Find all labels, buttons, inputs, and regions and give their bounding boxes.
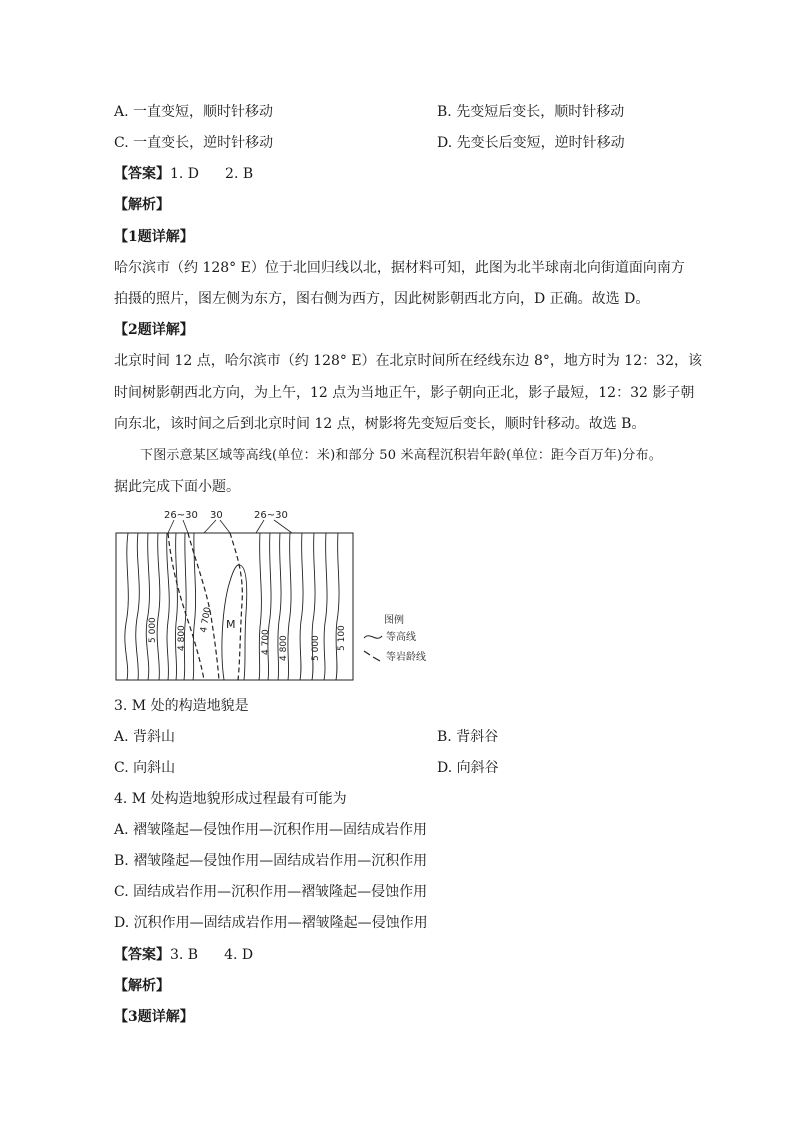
intro-line: 下图示意某区域等高线(单位：米)和部分 50 米高程沉积岩年龄(单位：距今百万年)分布。: [140, 448, 662, 463]
answer-3: 3. B: [170, 947, 199, 963]
leader-line: [204, 520, 216, 533]
legend-age-text: 等岩龄线: [386, 652, 426, 663]
top-label-left: 26~30: [164, 510, 198, 521]
q4-stem: 4. M 处构造地貌形成过程最有可能为: [114, 791, 347, 807]
intro-line: 据此完成下面小题。: [114, 479, 240, 495]
rock-age-lines: [168, 533, 242, 680]
option-a: A. 一直变短，顺时针移动: [114, 104, 274, 120]
answer-1: 1. D: [170, 166, 200, 182]
answer-line-2: [114, 946, 253, 964]
q2-detail-line: 时间树影朝西北方向，为上午，12 点为当地正午，影子朝向正北，影子最短，12：32 影子朝: [114, 385, 695, 401]
contour-label: 4 700: [199, 606, 214, 634]
answer-label: 【答案】: [114, 166, 170, 182]
center-label-m: M: [226, 618, 236, 631]
analysis-label: 【解析】: [114, 978, 170, 994]
q2-detail-line: 向东北，该时间之后到北京时间 12 点，树影将先变短后变长，顺时针移动。故选 B。: [114, 416, 646, 432]
answer-2: 2. B: [225, 166, 254, 182]
contour-label: 4 800: [279, 635, 289, 661]
q3-option-c: C. 向斜山: [114, 760, 176, 776]
leader-line: [168, 520, 174, 533]
option-d: D. 先变长后变短，逆时针移动: [437, 135, 625, 151]
contour-label: 5 000: [311, 635, 321, 661]
q4-option-a: A. 褶皱隆起—侵蚀作用—沉积作用—固结成岩作用: [114, 822, 428, 838]
contour-map-figure: [108, 503, 448, 683]
leader-line: [274, 520, 292, 533]
top-label-right: 26~30: [254, 510, 288, 521]
top-label-center: 30: [210, 510, 223, 521]
contour-label: 5 100: [337, 625, 347, 651]
q3-stem: 3. M 处的构造地貌是: [114, 698, 249, 714]
answer-line-1: [114, 165, 253, 183]
q3-detail-title: 【3题详解】: [114, 1009, 194, 1025]
q1-detail-title: 【1题详解】: [114, 229, 194, 245]
leader-line: [256, 520, 264, 533]
q1-detail-line: 拍摄的照片，图左侧为东方，图右侧为西方，因此树影朝西北方向，D 正确。故选 D。: [114, 291, 650, 307]
leader-line: [183, 520, 188, 533]
q2-detail-line: 北京时间 12 点，哈尔滨市（约 128° E）在北京时间所在经线东边 8°，地方时为 12：32，该: [114, 353, 702, 369]
legend-contour-text: 等高线: [386, 632, 416, 643]
q1-detail-line: 哈尔滨市（约 128° E）位于北回归线以北，据材料可知，此图为北半球南北向街道面向南方: [114, 260, 685, 276]
option-c: C. 一直变长，逆时针移动: [114, 135, 274, 151]
answer-4: 4. D: [224, 947, 254, 963]
analysis-label: 【解析】: [114, 197, 170, 213]
legend-age-swatch: [364, 651, 380, 661]
q3-option-b: B. 背斜谷: [437, 729, 499, 745]
contour-lines: [125, 533, 339, 680]
legend-title: 图例: [384, 615, 404, 626]
q3-option-d: D. 向斜谷: [437, 760, 499, 776]
q4-option-c: C. 固结成岩作用—沉积作用—褶皱隆起—侵蚀作用: [114, 884, 428, 900]
option-b: B. 先变短后变长，顺时针移动: [437, 104, 625, 120]
contour-label: 4 800: [177, 625, 187, 651]
contour-label: 4 700: [261, 629, 271, 655]
legend-contour-swatch: [364, 636, 382, 639]
q4-option-b: B. 褶皱隆起—侵蚀作用—固结成岩作用—沉积作用: [114, 853, 428, 869]
leader-line: [220, 520, 230, 533]
answer-label: 【答案】: [114, 947, 170, 963]
contour-label: 5 000: [148, 617, 158, 643]
q2-detail-title: 【2题详解】: [114, 322, 194, 338]
q3-option-a: A. 背斜山: [114, 729, 176, 745]
q4-option-d: D. 沉积作用—固结成岩作用—褶皱隆起—侵蚀作用: [114, 915, 428, 931]
